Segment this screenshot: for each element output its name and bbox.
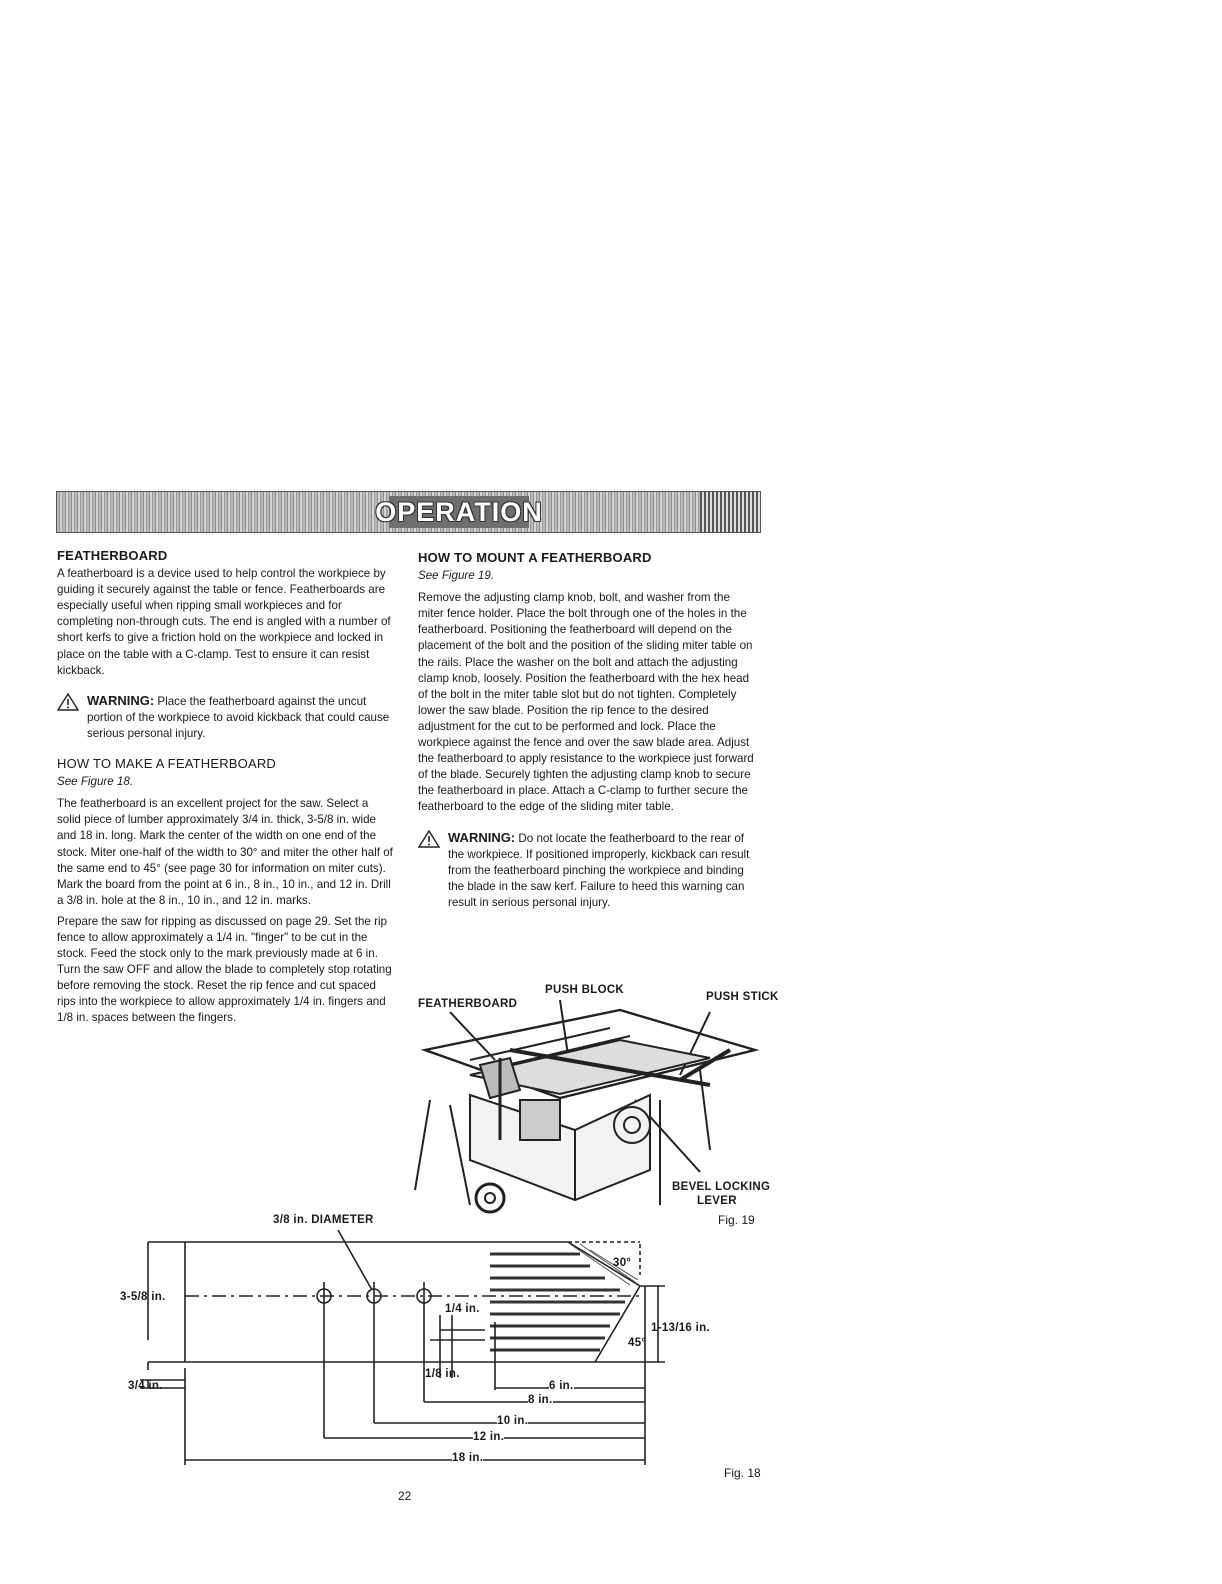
label-angle-45: 45° (628, 1337, 647, 1349)
label-lever: LEVER (697, 1195, 737, 1207)
banner-decoration (700, 492, 760, 532)
label-12in: 12 in. (473, 1431, 505, 1443)
figure-18-caption: Fig. 18 (724, 1466, 761, 1480)
label-width: 3-5/8 in. (120, 1291, 166, 1303)
see-figure-19: See Figure 19. (418, 569, 495, 583)
warning-block-2 (418, 830, 758, 911)
label-18in: 18 in. (452, 1452, 484, 1464)
warning-icon (57, 693, 79, 711)
label-finger: 1/4 in. (445, 1303, 480, 1315)
label-push-block: PUSH BLOCK (545, 984, 625, 996)
featherboard-body: A featherboard is a device used to help control the workpiece by guiding it securely against the table or fence. Featherboards are especially useful when ripping small workpieces and for completing non-through cuts. The end is angled with a number of short kerfs to give a friction hold on the workpiece and locked in place on the table with a C-clamp. Test to ensure it can resist kickback. (57, 567, 391, 677)
label-space: 1/8 in. (425, 1368, 460, 1380)
how-to-mount-body: Remove the adjusting clamp knob, bolt, and washer from the miter fence holder. Place the bolt through one of the holes in the featherboard. Positioning the featherboard will depend on the placement of the bolt and the position of the sliding miter table on the rails. Place the washer on the bolt and attach the adjusting clamp knob, loosely. Position the featherboard with the hex head of the bolt in the miter table slot but do not tighten. Completely lower the saw blade. Position the rip fence to the desired adjustment for the cut to be performed and lock. Place the workpiece against the fence and over the saw blade area. Adjust the featherboard to apply resistance to the workpiece just forward of the blade. Securely tighten the adjusting clamp knob to secure the featherboard in place. Attach a C-clamp to further secure the featherboard to the edge of the sliding miter table. (418, 591, 754, 814)
how-to-make-heading: HOW TO MAKE A FEATHERBOARD (57, 756, 277, 772)
label-angle-30: 30° (613, 1257, 632, 1269)
featherboard-heading: FEATHERBOARD (57, 548, 168, 563)
section-banner (56, 491, 761, 533)
warning-text-1: Place the featherboard against the uncut portion of the workpiece to avoid kickback that could cause serious personal injury. (87, 694, 390, 740)
label-diameter: 3/8 in. DIAMETER (273, 1214, 374, 1226)
see-figure-18: See Figure 18. (57, 775, 134, 789)
label-push-stick: PUSH STICK (706, 991, 779, 1003)
warning-icon (418, 830, 440, 848)
how-to-mount-heading: HOW TO MOUNT A FEATHERBOARD (418, 550, 652, 565)
how-to-make-p1: The featherboard is an excellent project for the saw. Select a solid piece of lumber approximately 3/4 in. thick, 3-5/8 in. wide and 18 in. long. Mark the center of the width on one end of the stock. Miter one-half of the width to 30° and miter the other half of the same end to 45° (see page 30 for information on miter cuts). Mark the board from the point at 6 in., 8 in., 10 in., and 12 in. Drill a 3/8 in. hole at the 8 in., 10 in., and 12 in. marks. (57, 797, 393, 907)
label-8in: 8 in. (528, 1394, 553, 1406)
label-6in: 6 in. (549, 1380, 574, 1392)
left-column (57, 548, 395, 1032)
label-10in: 10 in. (497, 1415, 529, 1427)
label-half-width: 1-13/16 in. (651, 1322, 710, 1334)
warning-label-2: WARNING: (448, 829, 516, 845)
right-column (418, 550, 758, 925)
figure-19-caption: Fig. 19 (718, 1213, 755, 1227)
label-thickness: 3/4 in. (128, 1380, 163, 1392)
label-bevel-locking: BEVEL LOCKING (672, 1181, 771, 1193)
page-number: 22 (398, 1489, 412, 1503)
label-featherboard: FEATHERBOARD (418, 998, 518, 1010)
warning-label-1: WARNING: (87, 692, 155, 708)
how-to-make-p2: Prepare the saw for ripping as discussed on page 29. Set the rip fence to allow approximately a 1/4 in. "finger" to be cut in the stock. Feed the stock only to the mark previously made at 6 in. Turn the saw OFF and allow the blade to completely stop rotating before removing the stock. Reset the rip fence and cut spaced rips into the workpiece to allow approximately 1/4 in. fingers and 1/8 in. spaces between the fingers. (57, 914, 392, 1025)
figure-18-drawing (110, 1230, 730, 1470)
warning-block-1 (57, 693, 395, 742)
section-title: OPERATION (375, 496, 543, 527)
warning-text-2: Do not locate the featherboard to the rear of the workpiece. If positioned improperly, kickback can result from the featherboard pinching the workpiece and binding the blade in the saw kerf. Failure to heed this warning can result in serious personal injury. (448, 831, 750, 909)
